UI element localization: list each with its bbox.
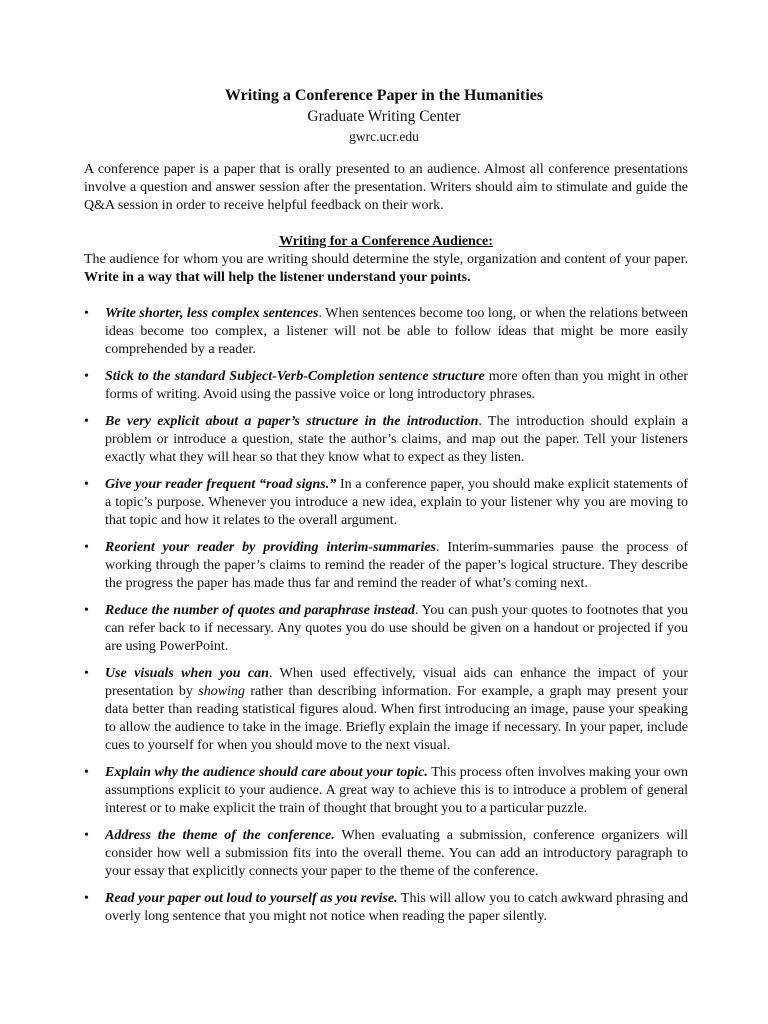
document-title: Writing a Conference Paper in the Humanities <box>224 87 544 104</box>
tip-lead-in: Stick to the standard Subject-Verb-Completion sentence structure <box>105 369 485 384</box>
section-lead-text: The audience for whom you are writing should determine the style, organization and content of your paper. <box>84 252 688 267</box>
tip-lead-in: Reorient your reader by providing interim-summaries <box>105 540 437 555</box>
tip-item <box>84 413 688 467</box>
bullet-icon: • <box>84 306 89 321</box>
tip-text: This process often involves making your own assumptions explicit to your audience. A great way to achieve this is to introduce a problem of general interest or to make explicit the train of thought that brought you to a particular puzzle. <box>105 765 688 816</box>
section-heading: Writing for a Conference Audience: <box>279 234 493 249</box>
bullet-icon: • <box>84 540 89 555</box>
tip-lead-in: Address the theme of the conference. <box>105 828 335 843</box>
document-body <box>84 161 688 935</box>
tip-item <box>84 305 688 359</box>
tip-text: This will allow you to catch awkward phrasing and overly long sentence that you might not notice when reading the paper silently. <box>105 891 688 924</box>
tip-item <box>84 890 688 926</box>
tip-text: . You can push your quotes to footnotes that you can refer back to if necessary. Any quotes you do use should be given on a handout or projected if you are using PowerPoint. <box>105 603 689 654</box>
bullet-icon: • <box>84 666 89 681</box>
tip-text: . Interim-summaries pause the process of working through the paper’s claims to remind the reader of the paper’s logical structure. They describe the progress the paper has made thus far and remind the reader of what’s coming next. <box>105 540 688 591</box>
tip-text: . When sentences become too long, or when the relations between ideas become too complex, a listener will not be able to follow ideas that might be more easily comprehended by a reader. <box>105 306 688 357</box>
tip-item <box>84 764 688 818</box>
bullet-icon: • <box>84 414 89 429</box>
section-lead-paragraph <box>84 251 688 287</box>
intro-paragraph: A conference paper is a paper that is orally presented to an audience. Almost all conference presentations involve a question and answer session after the presentation. Writers should aim to stimulate and guide the Q&A session in order to receive helpful feedback on their work. <box>84 162 688 213</box>
section-lead-emphasis: Write in a way that will help the listener understand your points. <box>84 270 471 285</box>
tip-text: In a conference paper, you should make explicit statements of a topic’s purpose. Whenever you introduce a new idea, explain to your listener why you are moving to that topic and how it relates to the overall argument. <box>105 477 688 528</box>
bullet-icon: • <box>84 477 89 492</box>
tips-list <box>84 305 688 926</box>
tip-item <box>84 476 688 530</box>
tip-item <box>84 539 688 593</box>
tip-item <box>84 602 688 656</box>
tip-lead-in: Read your paper out loud to yourself as you revise. <box>105 891 398 906</box>
tip-item <box>84 827 688 881</box>
tip-lead-in: Explain why the audience should care about your topic. <box>105 765 428 780</box>
bullet-icon: • <box>84 828 89 843</box>
bullet-icon: • <box>84 603 89 618</box>
bullet-icon: • <box>84 765 89 780</box>
tip-lead-in: Be very explicit about a paper’s structure in the introduction <box>105 414 479 429</box>
tip-item <box>84 665 688 755</box>
tip-text: . The introduction should explain a problem or introduce a question, state the author’s claims, and map out the paper. Tell your listeners exactly what they will hear so that they know what to expect as they listen. <box>105 414 688 465</box>
tip-lead-in: Use visuals when you can <box>105 666 269 681</box>
bullet-icon: • <box>84 369 89 384</box>
tip-lead-in: Write shorter, less complex sentences <box>105 306 319 321</box>
tip-text: . When used effectively, visual aids can enhance the impact of your presentation by <box>105 666 688 699</box>
tip-text: more often than you might in other forms of writing. Avoid using the passive voice or long introductory phrases. <box>105 369 688 402</box>
tip-emphasis: showing <box>198 684 245 699</box>
document-header <box>0 85 768 146</box>
tip-lead-in: Reduce the number of quotes and paraphrase instead <box>105 603 415 618</box>
tip-text: When evaluating a submission, conference organizers will consider how well a submission fits into the overall theme. You can add an introductory paragraph to your essay that explicitly connects your paper to the theme of the conference. <box>105 828 689 879</box>
tip-lead-in: Give your reader frequent “road signs.” <box>105 477 337 492</box>
tip-text: rather than describing information. For example, a graph may present your data better than reading statistical figures aloud. When first introducing an image, pause your speaking to allow the audience to take in the image. Briefly explain the image if necessary. In your paper, include cues to yourself for when you should move to the next visual. <box>105 684 689 753</box>
bullet-icon: • <box>84 891 89 906</box>
tip-item <box>84 368 688 404</box>
document-website: gwrc.ucr.edu <box>349 129 419 144</box>
document-subtitle: Graduate Writing Center <box>307 108 461 125</box>
